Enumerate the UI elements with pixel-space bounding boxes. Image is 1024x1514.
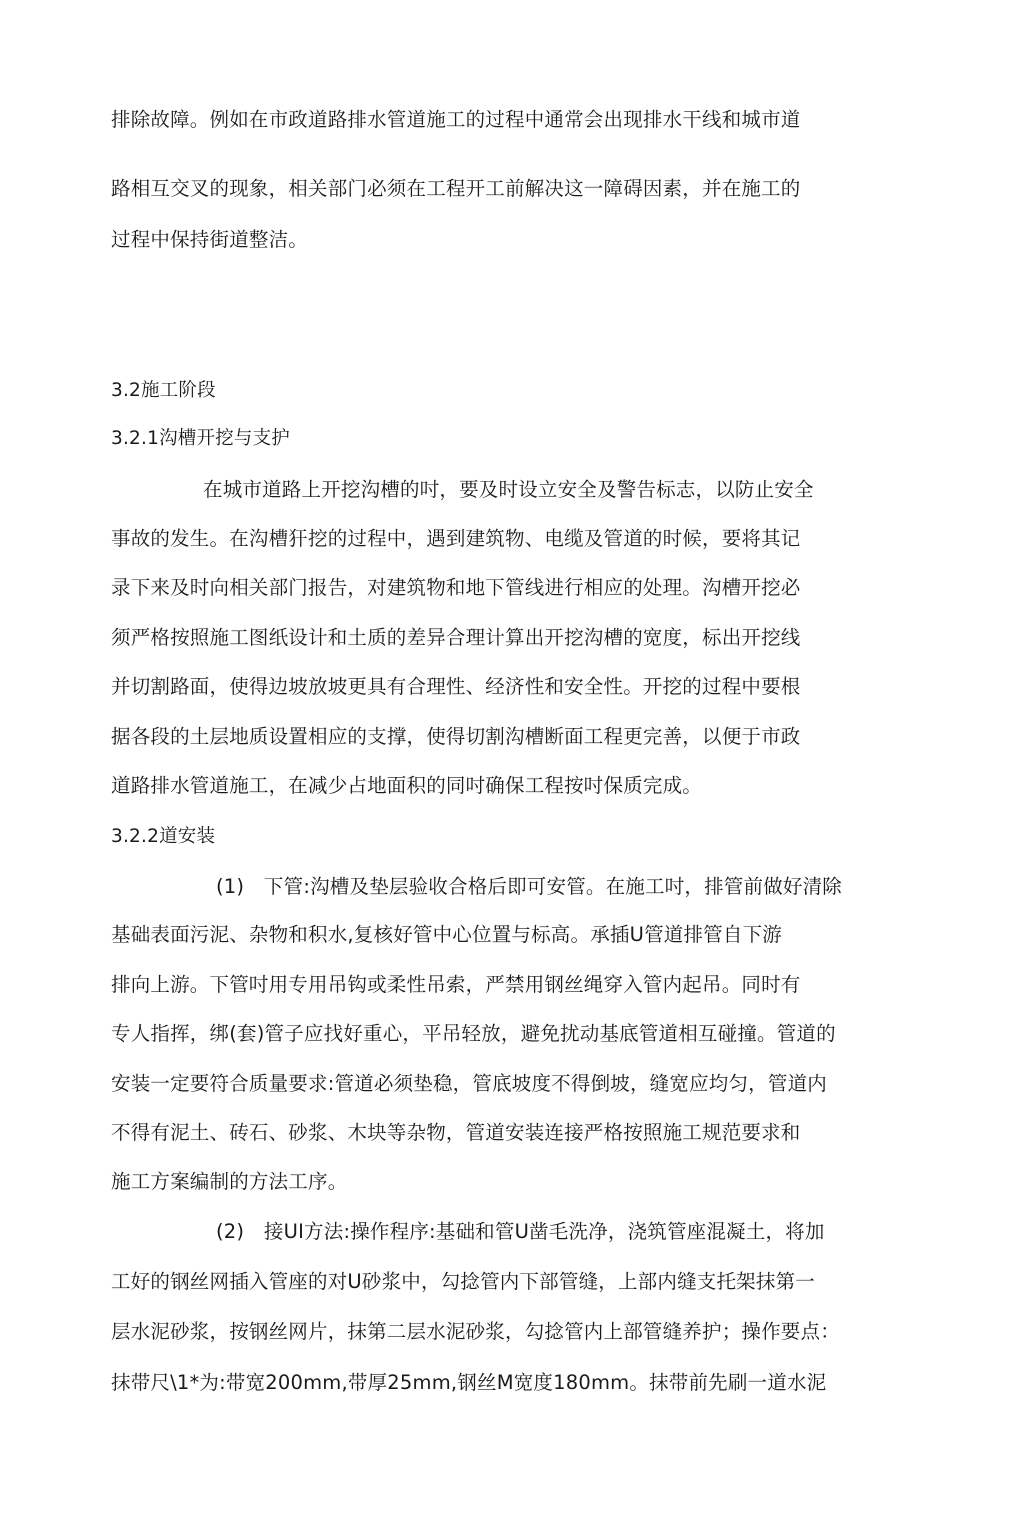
subsection-heading: 3.2.2道安装 <box>111 826 216 847</box>
text-line: 排除故障。例如在市政道路排水管道施工的过程中通常会出现排水干线和城市道 <box>111 108 801 131</box>
text-line: 在城市道路上开挖沟槽的吋，要及时设立安全及警告标志，以防止安全 <box>203 478 814 501</box>
text-line: 须严格按照施工图纸设计和土质的差异合理计算出开挖沟槽的宽度，标出开挖线 <box>111 626 801 649</box>
text-line: (2) 接UI方法:操作程序:基础和管U凿毛洗净，浇筑管座混凝土，将加 <box>216 1220 825 1243</box>
text-line: 据各段的土层地质设置相应的支撑，使得切割沟槽断面工程更完善，以便于市政 <box>111 725 801 748</box>
text-line: 安装一定要符合质量要求:管道必须垫稳，管底坡度不得倒坡，缝宽应均匀，管道内 <box>111 1072 827 1095</box>
text-line: 施工方案编制的方法工序。 <box>111 1170 348 1193</box>
subsection-heading: 3.2.1沟槽开挖与支护 <box>111 428 290 449</box>
text-line: 路相互交叉的现象，相关部门必须在工程开工前解决这一障碍因素，并在施工的 <box>111 177 801 200</box>
text-line: 事故的发生。在沟槽犴挖的过程中，遇到建筑物、电缆及管道的时候，要将其记 <box>111 527 801 550</box>
text-line: 排向上游。下管吋用专用吊钩或柔性吊索，严禁用钢丝绳穿入管内起吊。同时有 <box>111 973 801 996</box>
text-line: 基础表面污泥、杂物和积水,复核好管中心位置与标高。承插U管道排管自下游 <box>111 923 782 946</box>
text-line: 抹带尺\1*为:带宽200mm,带厚25mm,钢丝M宽度180mm。抹带前先刷一道水泥 <box>111 1371 827 1394</box>
text-line: 过程中保持街道整洁。 <box>111 228 309 251</box>
text-line: 并切割路面，使得边坡放坡更具有合理性、经济性和安全性。开挖的过程中要根 <box>111 675 801 698</box>
text-line: 不得有泥土、砖石、砂浆、木块等杂物，管道安装连接严格按照施工规范要求和 <box>111 1121 801 1144</box>
text-line: 工好的钢丝网插入管座的对U砂浆中，勾捻管内下部管缝，上部内缝支托架抹第一 <box>111 1270 815 1293</box>
text-line: 录下来及时向相关部门报告，对建筑物和地下管线进行相应的处理。沟槽开挖必 <box>111 576 801 599</box>
section-heading: 3.2施工阶段 <box>111 380 216 401</box>
text-line: 道路排水管道施工，在减少占地面积的同吋确保工程按吋保质完成。 <box>111 774 703 797</box>
text-line: (1) 下管:沟槽及垫层验收合格后即可安管。在施工吋，排管前做好清除 <box>216 875 842 898</box>
text-line: 专人指挥，绑(套)管子应找好重心，平吊轻放，避免扰动基底管道相互碰撞。管道的 <box>111 1022 836 1045</box>
text-line: 层水泥砂浆，按钢丝网片，抹第二层水泥砂浆，勾捻管内上部管缝养护；操作要点： <box>111 1320 840 1343</box>
